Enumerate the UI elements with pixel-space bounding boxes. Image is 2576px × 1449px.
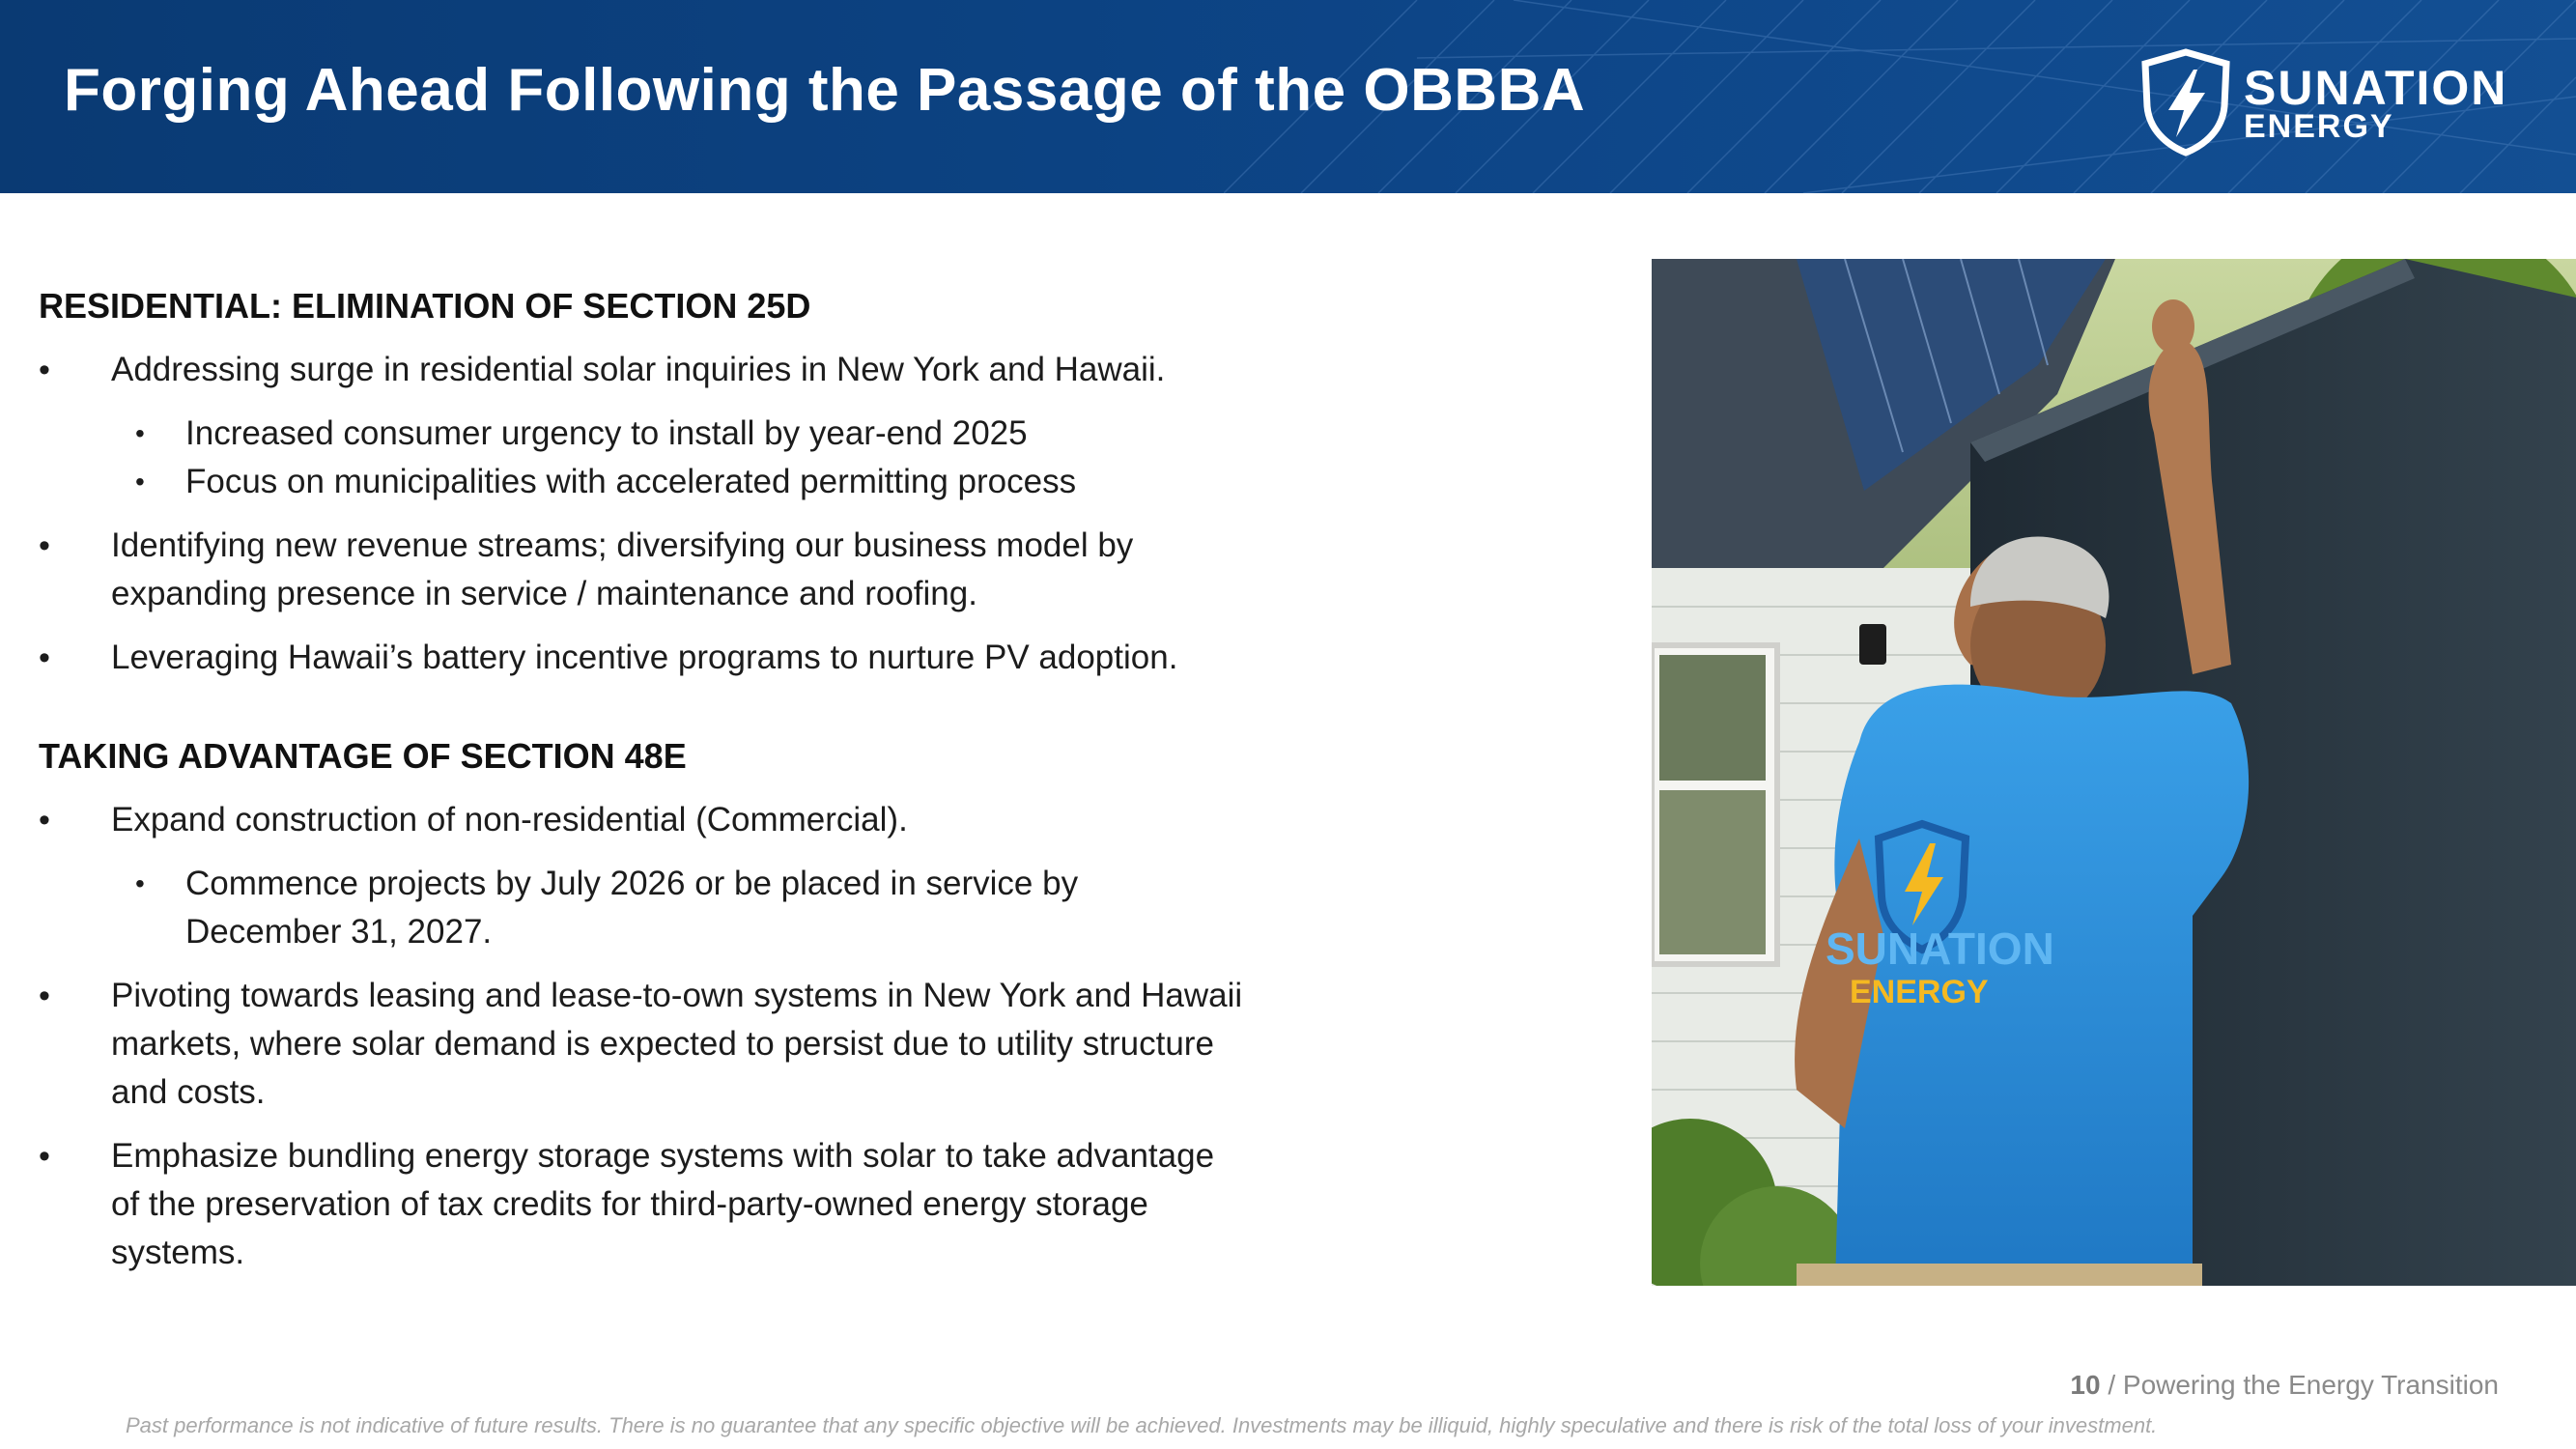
- bullet-item: • Identifying new revenue streams; diversifying our business model by expanding presence in service / maintenance and roofing.: [39, 526, 1134, 612]
- logo-text-energy: ENERGY: [2244, 108, 2394, 145]
- installer-photo: [1652, 259, 2576, 1286]
- bullet-item: • Leveraging Hawaii’s battery incentive programs to nurture PV adoption.: [39, 639, 1178, 676]
- shirt-text-energy: ENERGY: [1850, 974, 1989, 1010]
- bullet-item: • Expand construction of non-residential (Commercial).: [39, 801, 908, 838]
- disclaimer-text: Past performance is not indicative of future results. There is no guarantee that any specific objective will be achieved. Investments may be illiquid, highly speculative and there is risk of the total loss of your investment.: [126, 1413, 2158, 1437]
- page-number: 10: [2070, 1370, 2101, 1400]
- bullet-item: • Emphasize bundling energy storage systems with solar to take advantage of the preservation of tax credits for third-party-owned energy storage systems.: [39, 1137, 1215, 1271]
- section-heading-25d: RESIDENTIAL: ELIMINATION OF SECTION 25D: [39, 286, 811, 326]
- shield-bolt-icon: [2139, 48, 2232, 156]
- logo-text-sunation: SUNATION: [2244, 61, 2508, 115]
- installer-illustration: [1652, 259, 2576, 1286]
- section-heading-48e: TAKING ADVANTAGE OF SECTION 48E: [39, 736, 687, 776]
- slide-title: Forging Ahead Following the Passage of the OBBBA: [64, 57, 1586, 124]
- page-reference: [2070, 1370, 2499, 1401]
- sunation-logo: [2139, 48, 2526, 164]
- slide-body: [39, 282, 1468, 1277]
- sub-bullet-item: • Focus on municipalities with accelerated permitting process: [135, 463, 1077, 500]
- shirt-text-sunation: SUNATION: [1826, 923, 2054, 974]
- page-label: / Powering the Energy Transition: [2108, 1370, 2499, 1400]
- header-band: [0, 0, 2576, 193]
- sub-bullet-item: • Commence projects by July 2026 or be placed in service by December 31, 2027.: [135, 865, 1079, 951]
- bullet-item: • Addressing surge in residential solar inquiries in New York and Hawaii.: [39, 351, 1166, 388]
- bullet-item: • Pivoting towards leasing and lease-to-own systems in New York and Hawaii markets, where solar demand is expected to persist due to utility structure and costs.: [39, 977, 1243, 1111]
- sub-bullet-item: • Increased consumer urgency to install by year-end 2025: [135, 414, 1028, 452]
